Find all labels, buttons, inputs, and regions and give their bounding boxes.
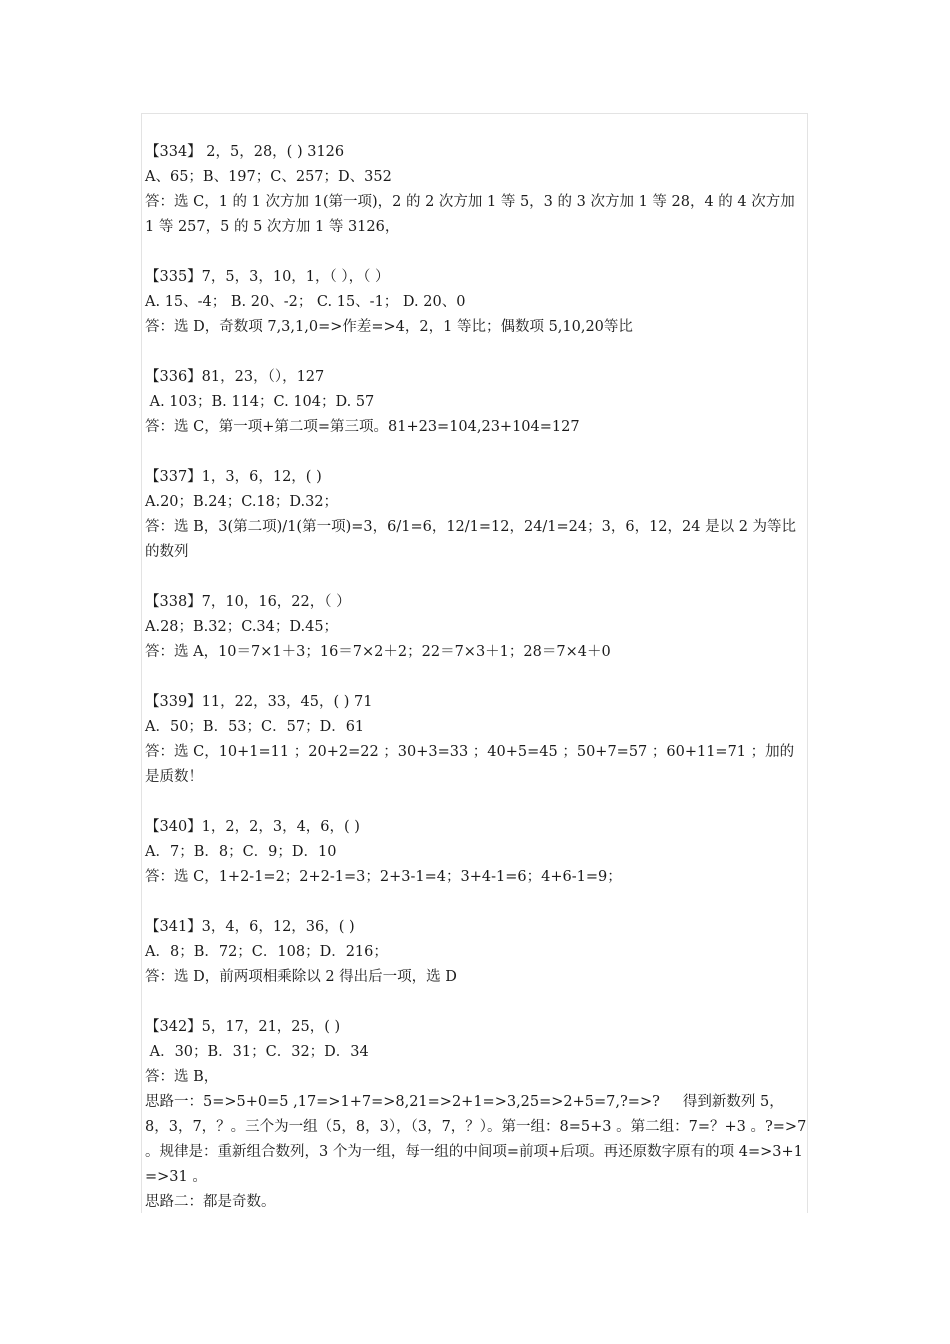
problem-335 xyxy=(145,265,807,340)
options-line: A．7；B．8；C．9；D．10 xyxy=(145,844,337,860)
options-line: A. 15、-4； B. 20、-2； C. 15、-1； D. 20、0 xyxy=(145,294,466,310)
options-line: A．8；B．72；C．108；D．216； xyxy=(145,944,388,960)
answer-line: 答：选 D，奇数项 7,3,1,0=>作差=>4，2，1 等比；偶数项 5,10,20等比 xyxy=(145,319,633,335)
question-line: 【341】3，4，6，12，36，( ) xyxy=(145,919,355,935)
question-line: 【334】 2，5，28，( ) 3126 xyxy=(145,144,345,160)
options-line: A. 103；B. 114；C. 104；D. 57 xyxy=(145,394,375,410)
answer-line: 答：选 B， xyxy=(145,1069,219,1085)
answer-line: 答：选 B，3(第二项)/1(第一项)=3，6/1=6，12/1=12，24/1=24；3，6，12，24 是以 2 为等比的数列 xyxy=(145,519,797,560)
question-line: 【337】1，3，6，12，( ) xyxy=(145,469,322,485)
options-line: A、65；B、197；C、257；D、352 xyxy=(145,169,392,185)
options-line: A.28；B.32；C.34；D.45； xyxy=(145,619,339,635)
reasoning-one-line: 思路一：5=>5+0=5 ,17=>1+7=>8,21=>2+1=>3,25=>2+5=7,?=>? 得到新数列 5，8，3，7，？。三个为一组（5，8，3），（3，7，？）。第一组：8=5+3 。第二组：7=？+3 。?=>7 。规律是：重新组合数列，3 个为一组，每一组的中间项=前项+后项。再还原数字原有的项 4=>3+1=>31 。 xyxy=(145,1094,811,1185)
answer-line: 答：选 C，1+2-1=2；2+2-1=3；2+3-1=4；3+4-1=6；4+6-1=9； xyxy=(145,869,622,885)
question-line: 【339】11，22，33，45，( ) 71 xyxy=(145,694,373,710)
problem-342 xyxy=(145,1015,811,1215)
reasoning-two-line: 思路二：都是奇数。 xyxy=(145,1194,276,1210)
document-content xyxy=(145,140,811,1240)
answer-line: 答：选 C，1 的 1 次方加 1(第一项)，2 的 2 次方加 1 等 5，3 的 3 次方加 1 等 28，4 的 4 次方加 1 等 257，5 的 5 次方加 1 等 3126， xyxy=(145,194,800,235)
answer-line: 答：选 A，10＝7×1＋3；16＝7×2＋2；22＝7×3＋1；28＝7×4＋0 xyxy=(145,644,611,660)
problem-340 xyxy=(145,815,807,890)
options-line: A．50；B．53；C．57；D．61 xyxy=(145,719,365,735)
problem-336 xyxy=(145,365,807,440)
question-line: 【340】1，2，2，3，4，6，( ) xyxy=(145,819,360,835)
problem-341 xyxy=(145,915,807,990)
problem-339 xyxy=(145,690,807,790)
answer-line: 答：选 C，10+1=11 ；20+2=22 ；30+3=33 ；40+5=45 ；50+7=57 ；60+11=71 ；加的是质数！ xyxy=(145,744,795,785)
options-line: A．30；B．31；C．32；D．34 xyxy=(145,1044,369,1060)
problem-337 xyxy=(145,465,807,565)
problem-338 xyxy=(145,590,807,665)
question-line: 【342】5，17，21，25，( ) xyxy=(145,1019,341,1035)
question-line: 【336】81，23，（），127 xyxy=(145,369,325,385)
answer-line: 答：选 C，第一项+第二项=第三项。81+23=104,23+104=127 xyxy=(145,419,580,435)
question-line: 【338】7，10，16，22，（ ） xyxy=(145,594,351,610)
answer-line: 答：选 D，前两项相乘除以 2 得出后一项，选 D xyxy=(145,969,457,985)
options-line: A.20；B.24；C.18；D.32； xyxy=(145,494,339,510)
question-line: 【335】7，5，3，10，1，（ ），（ ） xyxy=(145,269,390,285)
problem-334 xyxy=(145,140,807,240)
